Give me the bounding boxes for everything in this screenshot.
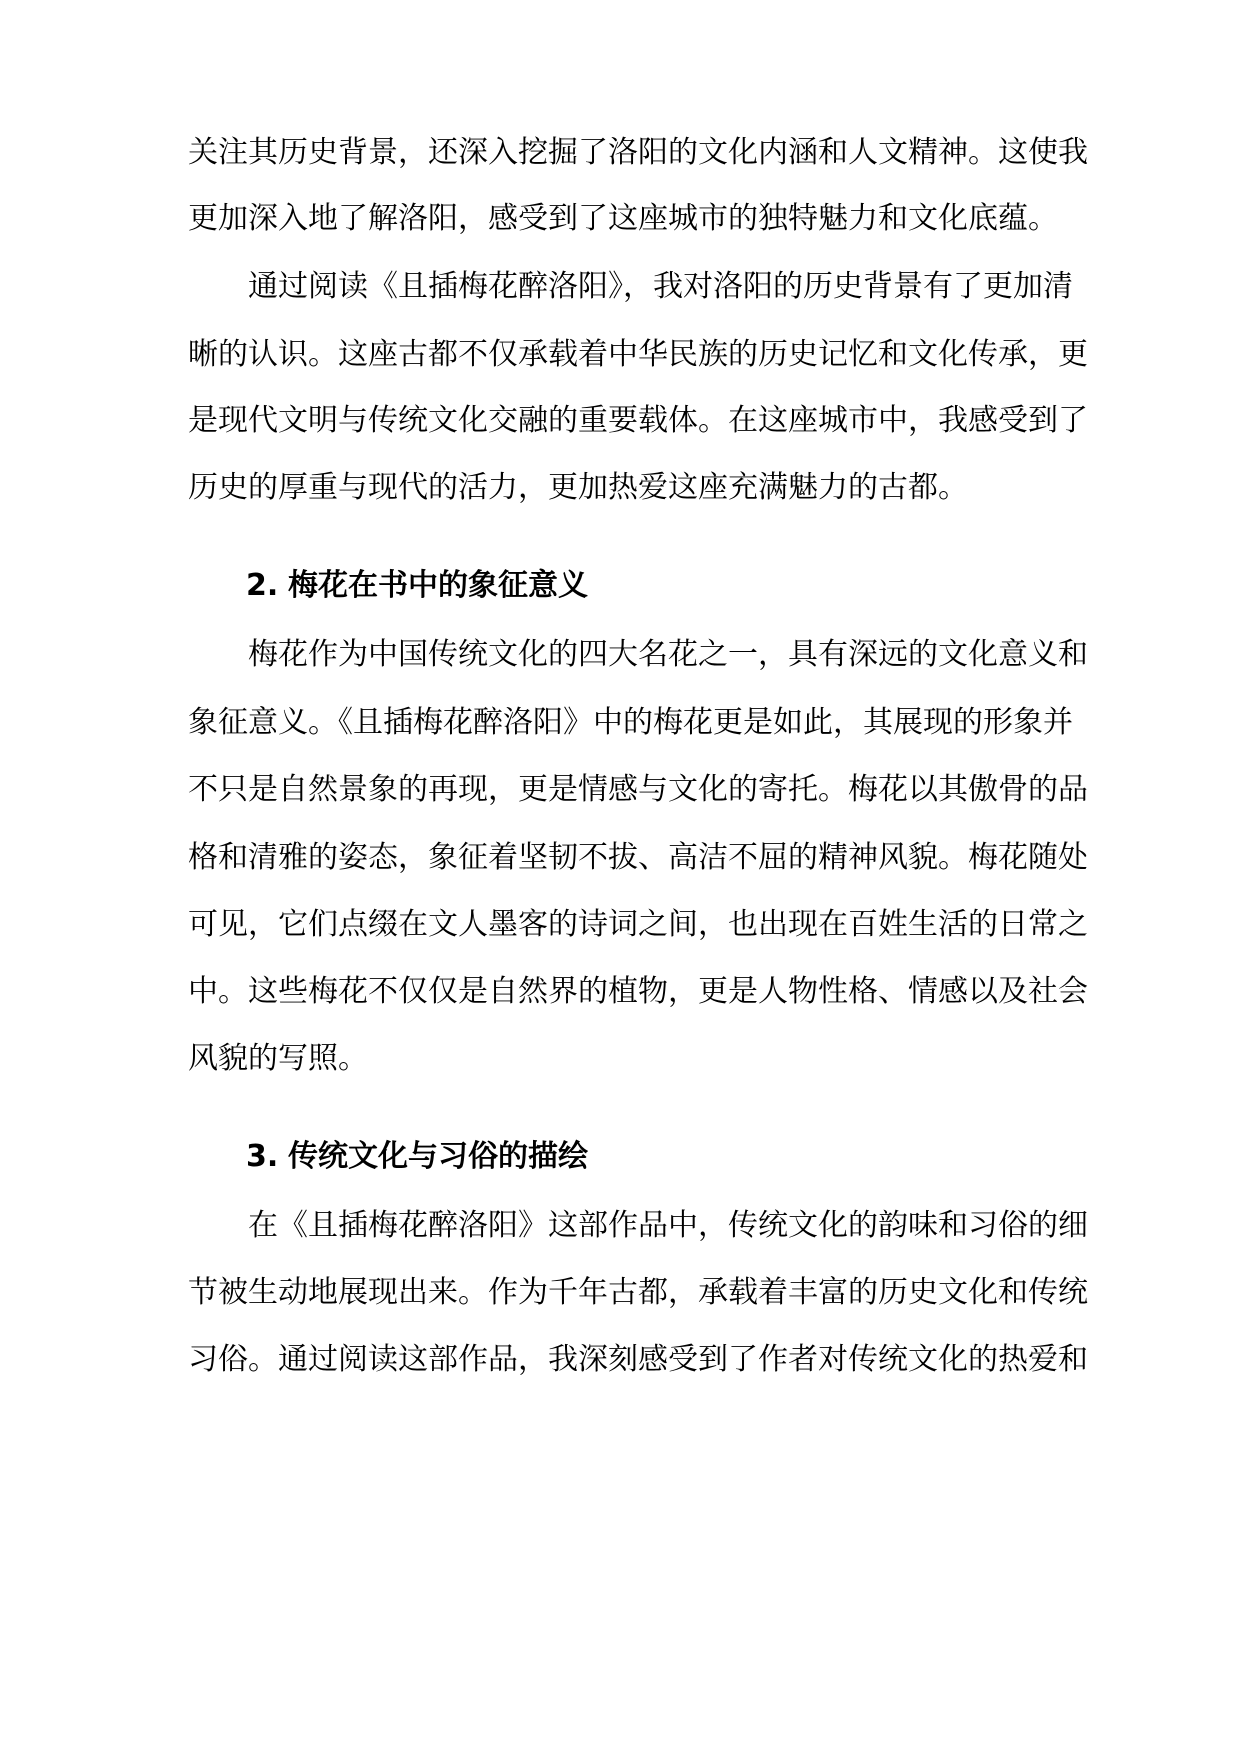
paragraph-line: 在《且插梅花醉洛阳》这部作品中，传统文化的韵味和习俗的细	[248, 1208, 1088, 1243]
paragraph-line: 晰的认识。这座古都不仅承载着中华民族的历史记忆和文化传承，更	[188, 337, 1088, 372]
section-number: 3.	[246, 1139, 279, 1174]
paragraph-line: 通过阅读《且插梅花醉洛阳》，我对洛阳的历史背景有了更加清	[248, 269, 1073, 304]
section-number: 2.	[246, 568, 279, 603]
section-heading	[246, 1137, 588, 1177]
section-heading	[246, 566, 588, 606]
paragraph-line: 不只是自然景象的再现，更是情感与文化的寄托。梅花以其傲骨的品	[188, 772, 1088, 807]
paragraph-line: 象征意义。《且插梅花醉洛阳》中的梅花更是如此，其展现的形象并	[188, 705, 1073, 740]
paragraph-line: 节被生动地展现出来。作为千年古都，承载着丰富的历史文化和传统	[188, 1275, 1088, 1310]
paragraph-line: 是现代文明与传统文化交融的重要载体。在这座城市中，我感受到了	[188, 403, 1088, 438]
paragraph-line: 风貌的写照。	[188, 1041, 368, 1076]
paragraph-line: 关注其历史背景，还深入挖掘了洛阳的文化内涵和人文精神。这使我	[188, 135, 1088, 170]
paragraph-line: 可见，它们点缀在文人墨客的诗词之间，也出现在百姓生活的日常之	[188, 907, 1088, 942]
paragraph-line: 中。这些梅花不仅仅是自然界的植物，更是人物性格、情感以及社会	[188, 974, 1088, 1009]
paragraph-line: 格和清雅的姿态，象征着坚韧不拔、高洁不屈的精神风貌。梅花随处	[188, 840, 1088, 875]
paragraph-line: 习俗。通过阅读这部作品，我深刻感受到了作者对传统文化的热爱和	[188, 1342, 1088, 1377]
paragraph-line: 更加深入地了解洛阳，感受到了这座城市的独特魅力和文化底蕴。	[188, 201, 1058, 236]
section-title: 梅花在书中的象征意义	[288, 568, 588, 603]
paragraph-line: 梅花作为中国传统文化的四大名花之一，具有深远的文化意义和	[248, 637, 1088, 672]
section-title: 传统文化与习俗的描绘	[288, 1139, 588, 1174]
paragraph-line: 历史的厚重与现代的活力，更加热爱这座充满魅力的古都。	[188, 470, 968, 505]
